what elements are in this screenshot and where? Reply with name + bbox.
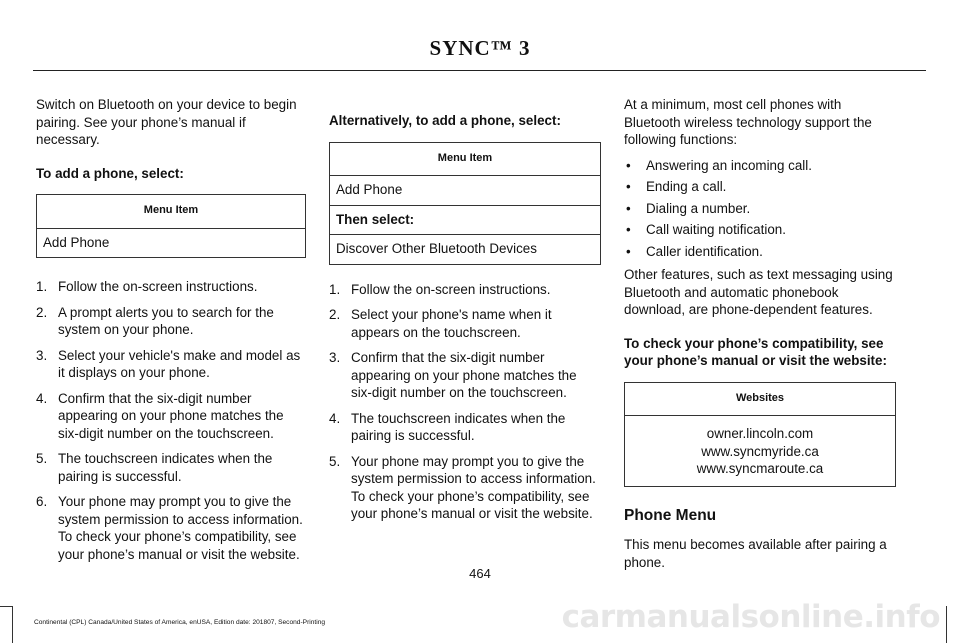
list-item: 5. The touchscreen indicates when the pairing is successful. [36,451,273,484]
table-row: Discover Other Bluetooth Devices [330,234,600,264]
column-2 [329,96,601,531]
list-item: • Answering an incoming call. [626,157,812,173]
functions-intro: At a minimum, most cell phones with Bluetooth wireless technology support the following functions: [624,97,872,147]
section-text: This menu becomes available after pairing a phone. [624,537,887,570]
page-number: 464 [469,566,491,581]
crop-mark [12,606,13,643]
list-item: 6. Your phone may prompt you to give the system permission to access information. To check your phone’s compatibility, see your phone’s manual or visit the website. [36,494,303,562]
table-header: Menu Item [330,143,600,177]
column-3 [624,96,896,571]
menu-item-table [36,194,306,258]
function-list [624,157,896,261]
list-item: 5. Your phone may prompt you to give the system permission to access information. To check your phone’s compatibility, see your phone’s manual or visit the website. [329,453,596,521]
phone-dependent-features: Other features, such as text messaging using Bluetooth and automatic phonebook download, are phone-dependent features. [624,267,893,317]
list-item: • Call waiting notification. [626,222,786,237]
bluetooth-intro: Switch on Bluetooth on your device to begin pairing. See your phone’s manual if necessary. [36,97,297,147]
list-item: 2. Select your phone's name when it appears on the touchscreen. [329,307,552,340]
page-header-title: SYNC™ 3 [429,36,531,60]
pairing-steps [36,278,306,563]
table-row: Then select: [330,205,600,235]
list-item: 2. A prompt alerts you to search for the system on your phone. [36,304,274,337]
alt-add-phone-lead: Alternatively, to add a phone, select: [329,113,561,128]
list-item: 4. The touchscreen indicates when the pairing is successful. [329,410,566,443]
website-link[interactable]: owner.lincoln.com [706,426,814,441]
edition-footer: Continental (CPL) Canada/United States of America, enUSA, Edition date: 201807, Second-Printing [34,619,326,626]
website-link[interactable]: www.syncmyride.ca [701,443,819,459]
list-item: 4. Confirm that the six-digit number appearing on your phone matches the six-digit number on the touchscreen. [36,390,284,441]
watermark-logo: carmanualsonline.info [561,599,940,635]
compatibility-lead: To check your phone’s compatibility, see your phone’s manual or visit the website: [624,335,887,368]
list-item: 1. Follow the on-screen instructions. [329,281,551,297]
add-phone-lead: To add a phone, select: [36,165,184,181]
table-row: Add Phone [336,182,403,197]
header-divider [33,70,926,71]
pairing-steps [329,281,601,523]
websites-table [624,382,896,487]
list-item: • Caller identification. [626,243,763,259]
section-title: Phone Menu [624,506,717,524]
table-header: Menu Item [37,195,305,229]
crop-mark [0,606,12,607]
table-row [625,416,895,486]
website-link[interactable]: www.syncmaroute.ca [696,461,824,476]
crop-mark [946,606,947,643]
list-item: 3. Confirm that the six-digit number appearing on your phone matches the six-digit number on the touchscreen. [329,350,577,400]
list-item: 1. Follow the on-screen instructions. [36,279,258,294]
table-row: Add Phone [43,234,110,250]
list-item: • Ending a call. [626,179,727,194]
list-item: 3. Select your vehicle's make and model as it displays on your phone. [36,347,301,380]
list-item: • Dialing a number. [626,200,751,216]
column-1 [36,96,306,571]
table-header: Websites [625,383,895,417]
menu-item-table [329,142,601,265]
